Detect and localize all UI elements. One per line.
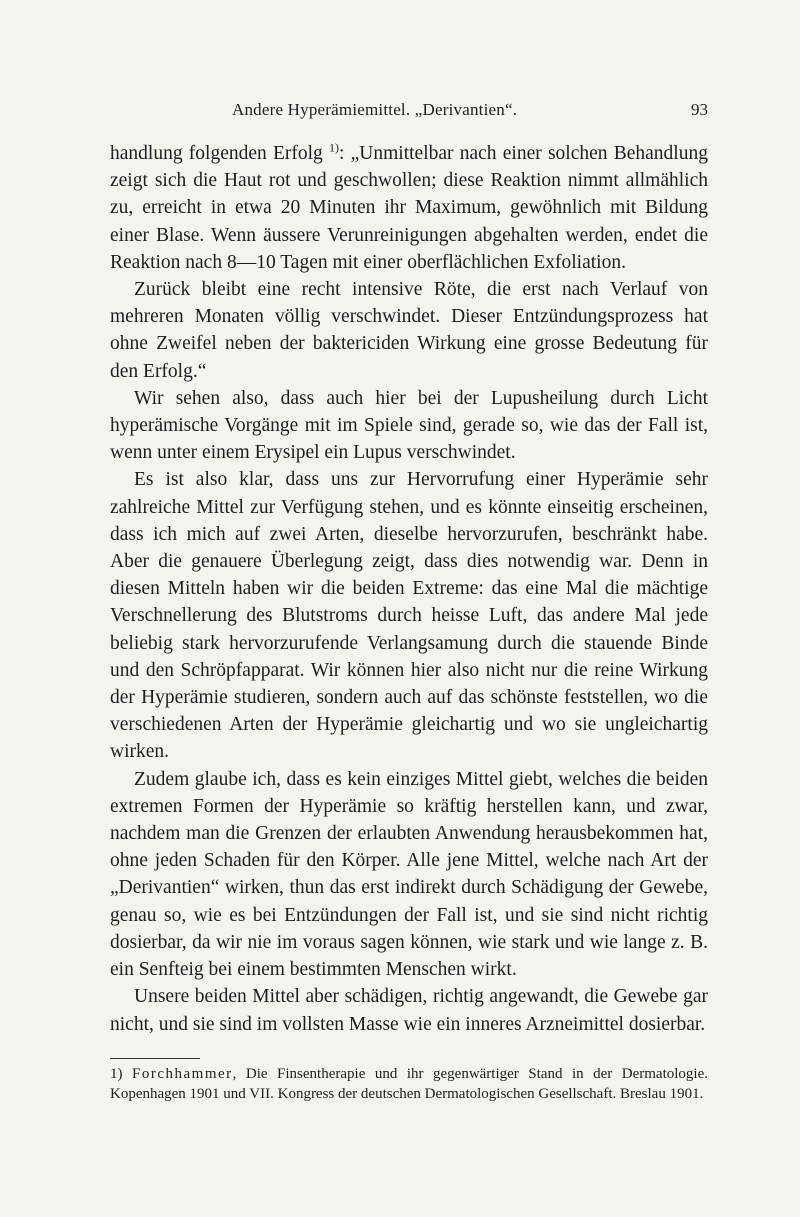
page-number: 93 [691,100,708,119]
footnote-reference: 1) [329,140,340,155]
body-text [110,140,708,1038]
paragraph-1-start: handlung folgenden Erfolg [110,143,323,164]
paragraph-5: Zudem glaube ich, dass es kein einziges Mittel giebt, welches die beiden extremen Formen der Hyperämie so kräftig herstellen kann, und zwar, nachdem man die Grenzen der erlaubten Anwendung herausbekommen hat, ohne jeden Schaden für den Körper. Alle jene Mittel, welche nach Art der „Derivantien“ wirken, thun das erst indirekt durch Schädigung der Gewebe, genau so, wie es bei Entzündungen der Fall ist, und sie sind nicht richtig dosierbar, da wir nie im voraus sagen können, wie stark und wie lange z. B. ein Senfteig bei einem bestimmten Menschen wirkt. [110,768,708,981]
footnote [110,1064,708,1104]
footnote-divider [110,1058,200,1059]
paragraph-4: Es ist also klar, dass uns zur Hervorrufung einer Hyperämie sehr zahlreiche Mittel zur Verfügung stehen, und es könnte einseitig erscheinen, dass ich mich auf zwei Arten, dieselbe hervorzurufen, beschränkt habe. Aber die genauere Überlegung zeigt, dass dies notwendig war. Denn in diesen Mitteln haben wir die beiden Extreme: das eine Mal die mächtige Verschnellerung des Blutstroms durch heisse Luft, das andere Mal jede beliebig stark hervorzurufende Verlangsamung durch die stauende Binde und den Schröpfapparat. Wir können hier also nicht nur die reine Wirkung der Hyperämie studieren, sondern auch auf das schönste feststellen, wo die verschiedenen Arten der Hyperämie gleichartig und wo sie ungleichartig wirken. [110,469,708,763]
paragraph-1 [110,140,708,276]
paragraph-6: Unsere beiden Mittel aber schädigen, richtig angewandt, die Gewebe gar nicht, und sie sind im vollsten Masse wie ein inneres Arzneimittel dosierbar. [110,986,708,1035]
running-head [110,98,708,122]
paragraph-1-rest: : „Unmittelbar nach einer solchen Behandlung zeigt sich die Haut rot und geschwollen; diese Reaktion nimmt allmählich zu, erreicht in etwa 20 Minuten ihr Maximum, gewöhnlich mit Bildung einer Blase. Wenn äussere Verunreinigungen abgehalten werden, endet die Reaktion nach 8—10 Tagen mit einer oberflächlichen Exfoliation. [110,143,708,273]
running-title: Andere Hyperämiemittel. „Derivantien“. [232,100,518,119]
footnote-text: , Die Finsentherapie und ihr gegenwärtiger Stand in der Dermatologie. Kopenhagen 1901 und VII. Kongress der deutschen Dermatologischen Gesellschaft. Breslau 1901. [110,1066,708,1102]
paragraph-3: Wir sehen also, dass auch hier bei der Lupusheilung durch Licht hyperämische Vorgänge mit im Spiele sind, gerade so, wie das der Fall ist, wenn unter einem Erysipel ein Lupus verschwindet. [110,387,708,464]
footnote-marker: 1) [110,1066,123,1082]
footnote-author: Forchhammer [132,1066,233,1082]
paragraph-2: Zurück bleibt eine recht intensive Röte, die erst nach Verlauf von mehreren Monaten völlig verschwindet. Dieser Entzündungsprozess hat ohne Zweifel neben der baktericiden Wirkung eine grosse Bedeutung für den Erfolg.“ [110,279,708,382]
